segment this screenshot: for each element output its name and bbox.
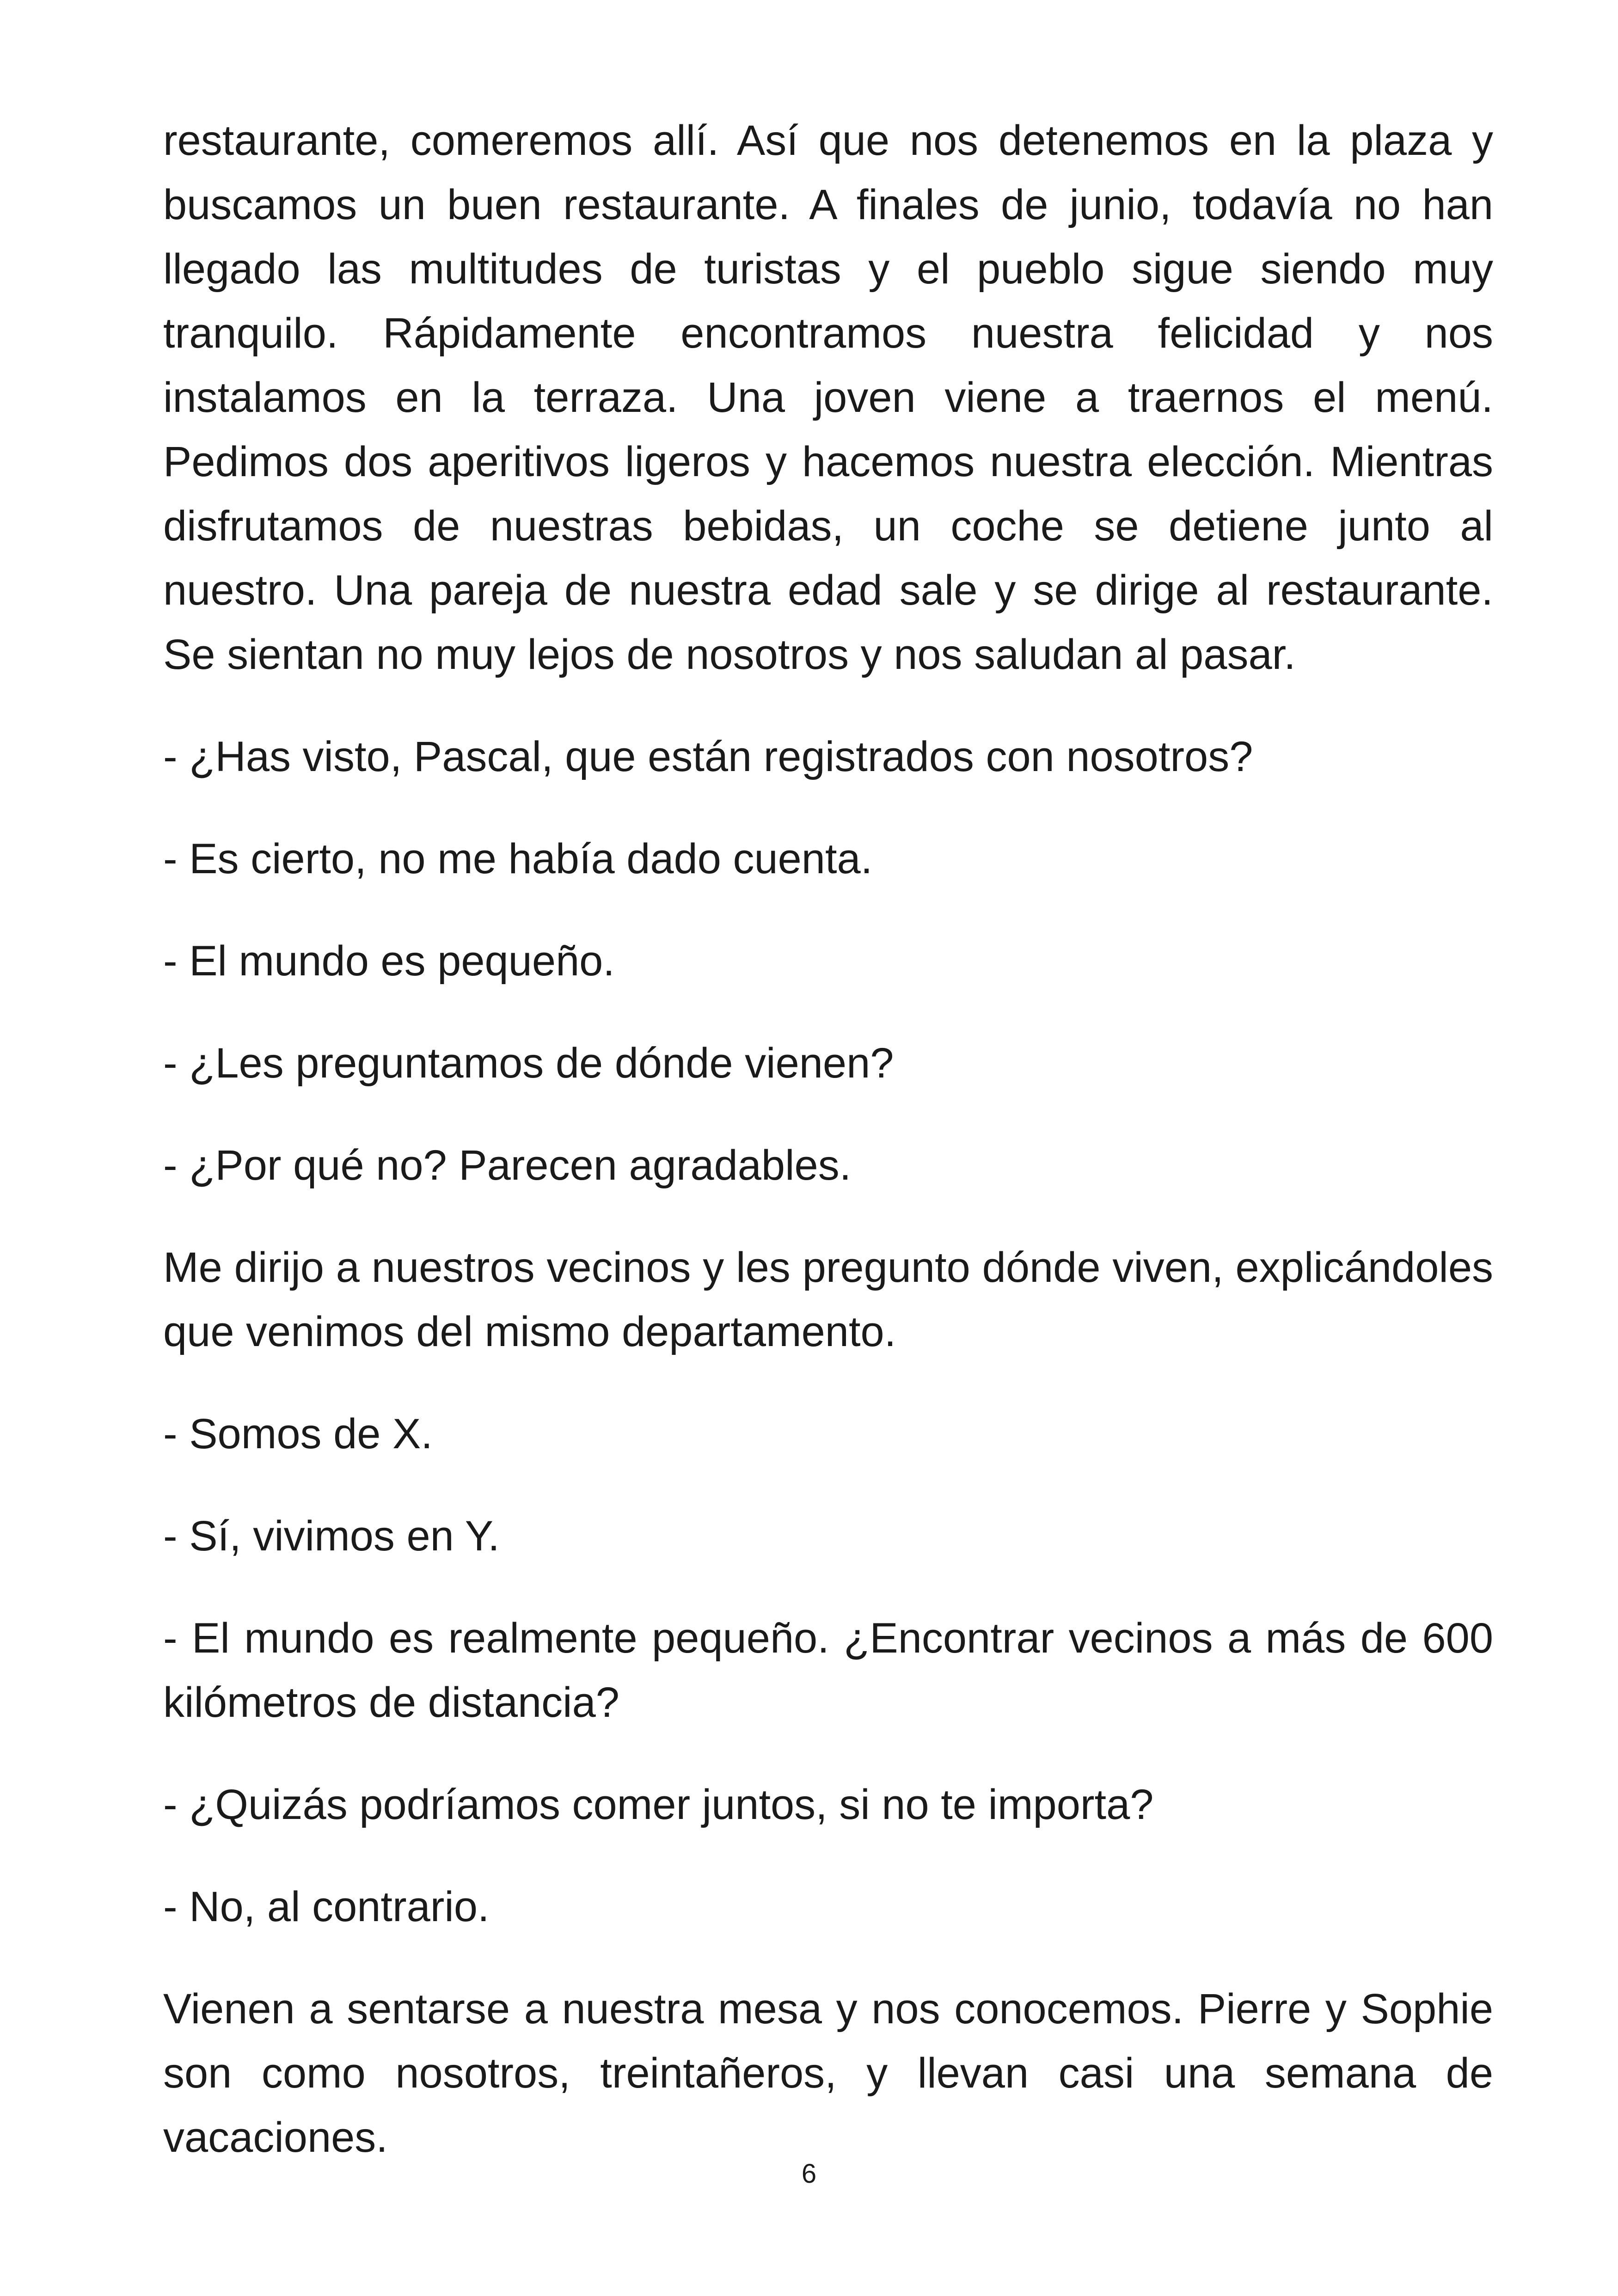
- dialogue-line-mundo-pequeno: - El mundo es pequeño.: [163, 937, 615, 985]
- dialogue-line-somos-de-x: - Somos de X.: [163, 1410, 433, 1457]
- page-body: [163, 109, 1493, 2208]
- dialogue-line-vivimos-en-y: - Sí, vivimos en Y.: [163, 1512, 500, 1560]
- dialogue-line-has-visto: - ¿Has visto, Pascal, que están registrados con nosotros?: [163, 733, 1253, 780]
- paragraph-pierre-sophie: Vienen a sentarse a nuestra mesa y nos conocemos. Pierre y Sophie son como nosotros, treintañeros, y llevan casi una semana de vacaciones.: [163, 1985, 1493, 2161]
- dialogue-line-les-preguntamos: - ¿Les preguntamos de dónde vienen?: [163, 1040, 894, 1087]
- paragraph-me-dirijo: Me dirijo a nuestros vecinos y les pregunto dónde viven, explicándoles que venimos del mismo departamento.: [163, 1244, 1493, 1355]
- paragraph-restaurant-arrival: restaurante, comeremos allí. Así que nos detenemos en la plaza y buscamos un buen restaurante. A finales de junio, todavía no han llegado las multitudes de turistas y el pueblo sigue siendo muy tranquilo. Rápidamente encontramos nuestra felicidad y nos instalamos en la terraza. Una joven viene a traernos el menú. Pedimos dos aperitivos ligeros y hacemos nuestra elección. Mientras disfrutamos de nuestras bebidas, un coche se detiene junto al nuestro. Una pareja de nuestra edad sale y se dirige al restaurante. Se sientan no muy lejos de nosotros y nos saludan al pasar.: [163, 117, 1493, 678]
- dialogue-line-realmente-pequeno: - El mundo es realmente pequeño. ¿Encontrar vecinos a más de 600 kilómetros de distancia?: [163, 1615, 1493, 1726]
- dialogue-line-es-cierto: - Es cierto, no me había dado cuenta.: [163, 835, 873, 882]
- page-number: 6: [801, 2159, 817, 2189]
- dialogue-line-al-contrario: - No, al contrario.: [163, 1883, 490, 1930]
- dialogue-line-por-que-no: - ¿Por qué no? Parecen agradables.: [163, 1142, 852, 1189]
- dialogue-line-comer-juntos: - ¿Quizás podríamos comer juntos, si no te importa?: [163, 1781, 1154, 1828]
